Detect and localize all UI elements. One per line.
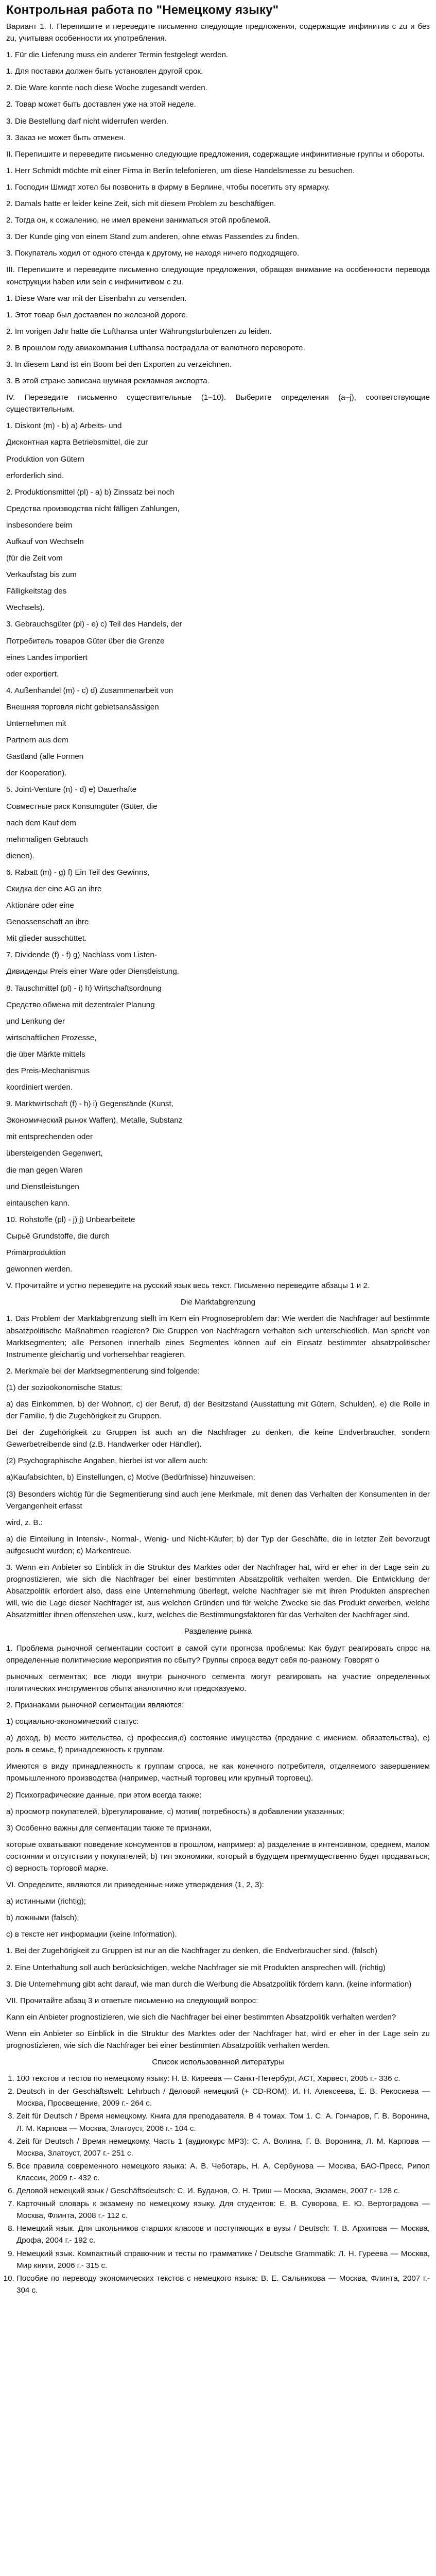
- paragraph: VI. Определите, являются ли приведенные ниже утверждения (1, 2, 3):: [6, 1880, 264, 1890]
- paragraph: 3. Покупатель ходил от одного стенда к другому, не находя ничего подходящего.: [6, 249, 300, 258]
- paragraph: 2) Психографические данные, при этом всегда также:: [6, 1790, 202, 1800]
- paragraph: 2. Тогда он, к сожалению, не имел времени заниматься этой проблемой.: [6, 216, 271, 225]
- exercise-line: nach dem Kauf dem: [6, 818, 76, 827]
- paragraph: (3) Besonders wichtig für die Segmentierung sind auch jene Merkmale, mit denen das Verhalten der Konsumenten in der Vergangenheit erfasst: [6, 1489, 430, 1511]
- exercise-line: Verkaufstag bis zum: [6, 570, 77, 580]
- paragraph: IV. Переведите письменно существительные (1–10). Выберите определения (a–j), соответствующие существительным.: [6, 393, 430, 414]
- paragraph: 1) социально-экономический статус:: [6, 1717, 139, 1726]
- paragraph: 1. Господин Шмидт хотел бы позвонить в фирму в Берлине, чтобы посетить эту ярмарку.: [6, 182, 330, 192]
- paragraph: b) ложными (falsch);: [6, 1913, 79, 1923]
- paragraph: 2. Товар может быть доставлен уже на этой неделе.: [6, 100, 196, 109]
- exercise-line: Primärproduktion: [6, 1248, 66, 1258]
- exercise-line: der Kooperation).: [6, 769, 67, 778]
- exercise-line: des Preis-Mechanismus: [6, 1066, 90, 1075]
- paragraph: 1. Для поставки должен быть установлен другой срок.: [6, 67, 203, 76]
- paragraph: 2. Die Ware konnte noch diese Woche zugesandt werden.: [6, 83, 207, 93]
- exercise-line: Внешняя торговля nicht gebietsansässigen: [6, 702, 159, 711]
- reference-item: 3. Zeit für Deutsch / Время немецкому. Книга для преподавателя. В 4 томах. Том 1. С. А. Гончаров, Г. В. Воронина, Л. М. Карпова — Москва, Златоуст, 2006 г.- 104 с.: [16, 2110, 430, 2134]
- paragraph: 3. In diesem Land ist ein Boom bei den Exporten zu verzeichnen.: [6, 360, 232, 369]
- paragraph: 1. Diese Ware war mit der Eisenbahn zu versenden.: [6, 294, 187, 303]
- paragraph: (2) Psychographische Angaben, hierbei ist vor allem auch:: [6, 1456, 208, 1466]
- exercise-line: Mit glieder ausschüttet.: [6, 934, 87, 943]
- exercise-line: und Dienstleistungen: [6, 1182, 79, 1191]
- exercise-line: insbesondere beim: [6, 520, 73, 530]
- reference-item: 2. Deutsch in der Geschäftswelt: Lehrbuch / Деловой немецкий (+ CD-ROM): И. Н. Алексеева, Е. В. Рекосиева — Москва, Просвещение, 2009 г.- 264 с.: [16, 2086, 430, 2109]
- exercise-line: Genossenschaft an ihre: [6, 918, 89, 927]
- exercise-line: mit entsprechenden oder: [6, 1132, 93, 1142]
- exercise-table: [6, 420, 430, 1275]
- exercise-line: 2. Produktionsmittel (pl) - a) b) Zinssatz bei noch: [6, 487, 175, 497]
- paragraph: Kann ein Anbieter prognostizieren, wie sich die Nachfrager bei einer bestimmten Absatzpolitik verhalten werden?: [6, 2012, 396, 2022]
- exercise-line: Produktion von Gütern: [6, 454, 84, 464]
- exercise-line: koordiniert werden.: [6, 1083, 73, 1092]
- exercise-line: 6. Rabatt (m) - g) f) Ein Teil des Gewinns,: [6, 868, 150, 877]
- paragraph: Bei der Zugehörigkeit zu Gruppen ist auch an die Nachfrager zu denken, die keine Endverbraucher, sondern Gewerbetreibende sind (z.B. Handwerker oder Händler).: [6, 1428, 430, 1449]
- paragraph: 3. Die Unternehmung gibt acht darauf, wie man durch die Werbung die Absatzpolitik fördern kann. (keine information): [6, 1979, 412, 1989]
- paragraph: c) в тексте нет информации (keine Information).: [6, 1930, 177, 1939]
- exercise-line: Сырьё Grundstoffe, die durch: [6, 1231, 110, 1241]
- reference-item: 8. Немецкий язык. Для школьников старших классов и поступающих в вузы / Deutsch: Т. В. Архипова — Москва, Дрофа, 2004 г.- 192 с.: [16, 2223, 430, 2246]
- paragraph: 2. Im vorigen Jahr hatte die Lufthansa unter Währungsturbulenzen zu leiden.: [6, 327, 272, 336]
- paragraph: которые охватывают поведение консументов в прошлом, например: a) разделение в интенсивном, среднем, малом состоянии и отсутствии у покупателей; b) тип экономики, который в будущем преимущественно будет продаваться; с) верность торговой марке.: [6, 1840, 430, 1873]
- exercise-line: eines Landes importiert: [6, 653, 88, 662]
- task-section: [6, 21, 430, 415]
- paragraph: wird, z. B.:: [6, 1518, 43, 1527]
- exercise-line: 8. Tauschmittel (pl) - i) h) Wirtschaftsordnung: [6, 984, 162, 993]
- paragraph: 3. Заказ не может быть отменен.: [6, 133, 126, 142]
- exercise-line: Aktionäre oder eine: [6, 901, 74, 910]
- exercise-line: oder exportiert.: [6, 669, 59, 679]
- paragraph: 2. Признаками рыночной сегментации являются:: [6, 1700, 184, 1709]
- paragraph: 2. В прошлом году авиакомпания Lufthansa пострадала от валютного перевороте.: [6, 343, 305, 352]
- paragraph: (1) der sozioökonomische Status:: [6, 1383, 123, 1392]
- paragraph: a) die Einteilung in Intensiv-, Normal-, Wenig- und Nicht-Käufer; b) der Typ der Geschäfte, die in letzter Zeit bevorzugt aufgesucht wurden; c) Markentreue.: [6, 1534, 430, 1555]
- paragraph: 1. Das Problem der Marktabgrenzung stellt im Kern ein Prognoseproblem dar: Wie werden die Nachfrager auf bestimmte absatzpolitische Maßnahmen reagieren? Die Gruppen von Nachfragern verhalten sich unterschiedlich. Man spricht von Marktsegmenten; alle Personen innerhalb eines Segmentes können auf ein Einsatz bestimmter absatzpolitischer Instrumente gleichartig und vorhersehbar reagieren.: [6, 1314, 430, 1359]
- exercise-line: 9. Marktwirtschaft (f) - h) i) Gegenstände (Kunst,: [6, 1099, 173, 1109]
- paragraph: Вариант 1. I. Перепишите и переведите письменно следующие предложения, содержащие инфинитив с zu и без zu, учитывая особенности их употребления.: [6, 22, 430, 43]
- exercise-line: Gastland (alle Formen: [6, 752, 84, 761]
- exercise-line: Partnern aus dem: [6, 736, 68, 745]
- exercise-line: übersteigenden Gegenwert,: [6, 1149, 103, 1158]
- exercise-line: Aufkauf von Wechseln: [6, 537, 84, 546]
- reference-item: 5. Все правила современного немецкого языка: А. В. Чеботарь, Н. А. Сербунова — Москва, БАО-Пресс, Рипол Классик, 2009 г.- 432 с.: [16, 2160, 430, 2184]
- exercise-line: die man gegen Waren: [6, 1165, 83, 1175]
- paragraph: рыночных сегментах; все люди внутри рыночного сегмента могут реагировать на участие определенных политических инструментов сбыта аналогично или предсказуемо.: [6, 1672, 430, 1693]
- exercise-line: 10. Rohstoffe (pl) - j) j) Unbearbeitete: [6, 1215, 135, 1224]
- reference-item: 9. Немецкий язык. Компактный справочник и тесты по грамматике / Deutsche Grammatik: Л. Н. Гуреева — Москва, Мир книги, 2006 г.- 315 с.: [16, 2248, 430, 2272]
- exercise-line: Скидка der eine AG an ihre: [6, 884, 102, 893]
- paragraph: 1. Für die Lieferung muss ein anderer Termin festgelegt werden.: [6, 50, 229, 60]
- exercise-line: Fälligkeitstag des: [6, 587, 67, 596]
- paragraph: 3. Wenn ein Anbieter so Einblick in die Struktur des Marktes oder der Nachfrager hat, wird er eher in der Lage sein zu prognostizieren, wie sich die Nachfrager bei einer bestimmten Absatzpolitik verhalten werden. Die Entwicklung der Absatzpolitik erfordert also, dass eine Unternehmung überlegt, welche Nachfrager sie mit ihren Produkten ansprechen will, wie die Lage dieser Nachfrager ist, aus welchen Gründen und für welche Zwecke sie das Produkt erwerben, welche Absatzmittler ihnen offenstehen usw., kurz, welches die Bestimmungsfaktoren für das Verhalten der Nachfrager sind.: [6, 1563, 430, 1620]
- paragraph: III. Перепишите и переведите письменно следующие предложения, обращая внимание на особенности перевода конструкции haben или sein с инфинитивом с zu.: [6, 265, 430, 286]
- exercise-line: Дисконтная карта Betriebsmittel, die zur: [6, 438, 148, 447]
- exercise-line: Unternehmen mit: [6, 719, 66, 728]
- paragraph: a) доход, b) место жительства, c) профессия,d) состояние имущества (предание с имением, обязательства), e) роль в семье, f) принадлежность к группам.: [6, 1734, 430, 1755]
- section-heading: Список использованной литературы: [152, 2058, 284, 2067]
- text-section: [6, 1280, 430, 2068]
- paragraph: 2. Merkmale bei der Marktsegmentierung sind folgende:: [6, 1366, 200, 1376]
- paragraph: 1. Herr Schmidt möchte mit einer Firma in Berlin telefonieren, um diese Handelsmesse zu besuchen.: [6, 166, 355, 175]
- paragraph: 3. В этой стране записана шумная рекламная экспортa.: [6, 377, 210, 386]
- paragraph: a) истинными (richtig);: [6, 1897, 86, 1906]
- paragraph: a) das Einkommen, b) der Wohnort, c) der Beruf, d) der Besitzstand (Ausstattung mit Gütern, Schulden), e) die Rolle in der Familie, f) die Zugehörigkeit zu Gruppen.: [6, 1399, 430, 1421]
- exercise-line: Средство обмена mit dezentraler Planung: [6, 1000, 155, 1009]
- paragraph: a) просмотр покупателей, b)регулирование, c) мотив( потребность) в добавлении указанных;: [6, 1807, 344, 1816]
- exercise-line: Дивиденды Preis einer Ware oder Dienstleistung.: [6, 967, 180, 976]
- exercise-line: 5. Joint-Venture (n) - d) e) Dauerhafte: [6, 785, 137, 794]
- reference-item: 6. Деловой немецкий язык / Geschäftsdeutsch: С. И. Буданов, О. Н. Триш — Москва, Экзамен, 2007 г.- 128 с.: [16, 2185, 430, 2197]
- reference-item: 7. Карточный словарь к экзамену по немецкому языку. Для студентов: Е. В. Суворова, Е. Ю. Вертоградова — Москва, Флинта, 2008 г.- 112 с.: [16, 2198, 430, 2222]
- document: [6, 3, 430, 2300]
- reference-list: [6, 2073, 430, 2296]
- exercise-line: Средства производства nicht fälligen Zahlungen,: [6, 504, 180, 513]
- paragraph: II. Перепишите и переведите письменно следующие предложения, содержащие инфинитивные группы и обороты.: [6, 149, 425, 159]
- exercise-line: 1. Diskont (m) - b) a) Arbeits- und: [6, 421, 122, 431]
- exercise-line: dienen).: [6, 851, 34, 860]
- exercise-line: 7. Dividende (f) - f) g) Nachlass vom Listen-: [6, 951, 157, 960]
- reference-item: 4. Zeit für Deutsch / Время немецкому. Часть 1 (аудиокурс MP3): С. А. Волина, Г. В. Воронина, Л. М. Карпова — Москва, Златоуст, 2007 г.- 251 с.: [16, 2136, 430, 2159]
- section-heading: Разделение рынка: [184, 1627, 252, 1636]
- paragraph: 2. Damals hatte er leider keine Zeit, sich mit diesem Problem zu beschäftigen.: [6, 199, 276, 209]
- exercise-line: 3. Gebrauchsgüter (pl) - e) c) Teil des Handels, der: [6, 620, 182, 629]
- paragraph: VII. Прочитайте абзац 3 и ответьте письменно на следующий вопрос:: [6, 1996, 258, 2005]
- paragraph: Wenn ein Anbieter so Einblick in die Struktur des Marktes oder der Nachfrager hat, wird er eher in der Lage sein zu prognostizieren, wie sich die Nachfrager bei einer bestimmten Absatzpolitik verhalten werden.: [6, 2029, 430, 2050]
- paragraph: 3. Die Bestellung darf nicht widerrufen werden.: [6, 116, 168, 126]
- paragraph: 1. Проблема рыночной сегментации состоит в самой сути прогноза проблемы: Как будут реагировать спрос на определенные политические мероприятия по сбыту? Группы спроса ведут себя по-разному. Говорят о: [6, 1643, 430, 1665]
- exercise-line: wirtschaftlichen Prozesse,: [6, 1033, 97, 1042]
- paragraph: 1. Этот товар был доставлен по железной дороге.: [6, 310, 188, 319]
- paragraph: 3) Особенно важны для сегментации также те признаки,: [6, 1823, 212, 1833]
- exercise-line: eintauschen kann.: [6, 1198, 70, 1208]
- paragraph: 3. Der Kunde ging von einem Stand zum anderen, ohne etwas Passendes zu finden.: [6, 232, 300, 242]
- paragraph: 2. Eine Unterhaltung soll auch berücksichtigen, welche Nachfrager sie mit Produkten ansprechen will. (richtig): [6, 1963, 386, 1972]
- exercise-line: mehrmaligen Gebrauch: [6, 835, 88, 844]
- reference-item: 1. 100 текстов и тестов по немецкому языку: Н. В. Киреева — Санкт-Петербург, АСТ, Харвест, 2005 г.- 336 с.: [16, 2073, 430, 2084]
- exercise-line: Экономический рынок Waffen), Metalle, Substanz: [6, 1116, 183, 1125]
- document-title: Контрольная работа по "Немецкому языку": [6, 3, 279, 17]
- exercise-line: gewonnen werden.: [6, 1265, 73, 1274]
- exercise-line: Потребитель товаров Güter über die Grenze: [6, 636, 165, 646]
- section-heading: Die Marktabgrenzung: [180, 1298, 256, 1307]
- exercise-line: Wechsels).: [6, 603, 45, 613]
- exercise-line: erforderlich sind.: [6, 471, 64, 480]
- paragraph: 1. Bei der Zugehörigkeit zu Gruppen ist nur an die Nachfrager zu denken, die Endverbraucher sind. (falsch): [6, 1946, 377, 1956]
- exercise-line: 4. Außenhandel (m) - c) d) Zusammenarbeit von: [6, 686, 173, 695]
- exercise-line: die über Märkte mittels: [6, 1049, 85, 1059]
- exercise-line: und Lenkung der: [6, 1016, 65, 1026]
- reference-item: 10. Пособие по переводу экономических текстов с немецкого языка: В. Е. Сальникова — Москва, Флинта, 2007 г.- 304 с.: [16, 2273, 430, 2296]
- paragraph: Имеются в виду принадлежность к группам спроса, не как конечного потребителя, отделяемого завершением промышленного производства (например, частный торговец или крупный торговец).: [6, 1762, 430, 1783]
- paragraph: a)Kaufabsichten, b) Einstellungen, c) Motive (Bedürfnisse) hinzuweisen;: [6, 1473, 255, 1482]
- exercise-line: Совместные риск Konsumgüter (Güter, die: [6, 802, 158, 811]
- paragraph: V. Прочитайте и устно переведите на русский язык весь текст. Письменно переведите абзацы 1 и 2.: [6, 1281, 370, 1291]
- exercise-line: (für die Zeit vom: [6, 554, 63, 563]
